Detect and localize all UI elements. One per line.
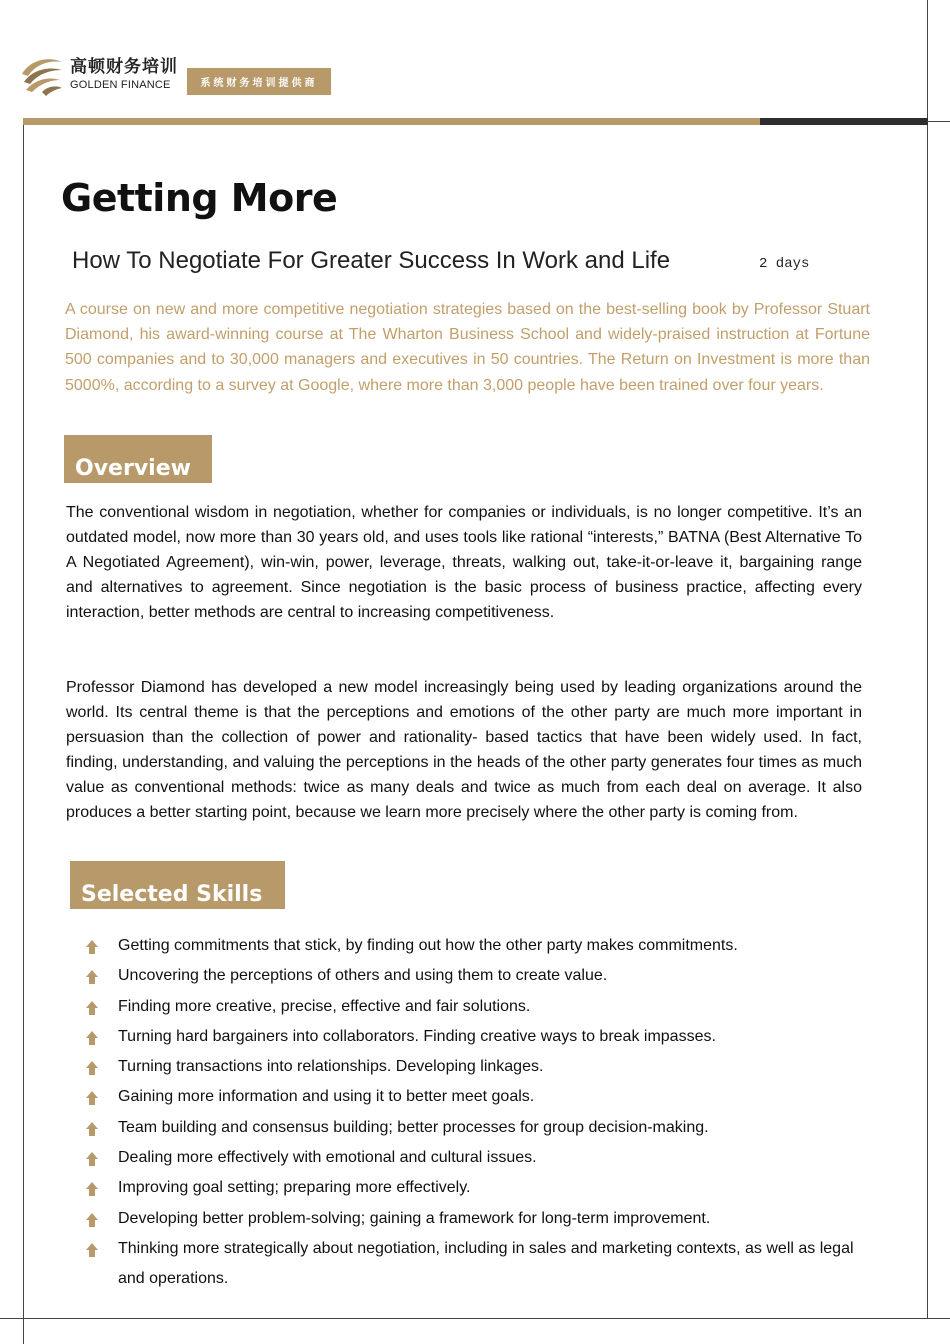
skill-text: Turning hard bargainers into collaborators. Finding creative ways to break impasses.: [118, 1027, 716, 1045]
skill-item: [84, 1022, 874, 1052]
skill-text: Uncovering the perceptions of others and using them to create value.: [118, 967, 608, 985]
arrow-up-icon: [84, 1173, 118, 1198]
skill-item: [84, 1082, 874, 1112]
skills-list: [84, 931, 874, 1295]
logo-english-name: GOLDEN FINANCE: [70, 79, 171, 91]
arrow-up-icon: [84, 931, 118, 956]
skill-item: [84, 1204, 874, 1234]
overview-heading: [64, 435, 212, 483]
overview-heading-label: Overview: [75, 456, 191, 481]
skills-heading-label: Selected Skills: [81, 882, 263, 907]
arrow-up-icon: [84, 1082, 118, 1107]
skill-item: [84, 1052, 874, 1082]
skills-heading: [70, 861, 285, 909]
skill-item: [84, 1113, 874, 1143]
arrow-up-icon: [84, 992, 118, 1017]
arrow-up-icon: [84, 1113, 118, 1138]
arrow-up-icon: [84, 1204, 118, 1229]
skill-item: [84, 992, 874, 1022]
skill-text: Dealing more effectively with emotional and cultural issues.: [118, 1149, 537, 1167]
skill-text: Getting commitments that stick, by finding out how the other party makes commitments.: [118, 937, 738, 954]
company-logo: [18, 52, 178, 98]
page-frame-bottom: [0, 1318, 950, 1319]
course-intro: A course on new and more competitive negotiation strategies based on the best-selling book by Professor Stuart Diamond, his award-winning course at The Wharton Business School and widely-praised instruction at Fortune 500 companies and to 30,000 managers and executives in 50 countries. The Return on Investment is more than 5000%, according to a survey at Google, where more than 3,000 people have been trained over four years.: [65, 301, 870, 394]
skill-item: [84, 1143, 874, 1173]
arrow-up-icon: [84, 1022, 118, 1047]
course-duration: 2 days: [759, 256, 810, 272]
skill-text: Developing better problem-solving; gaining a framework for long-term improvement.: [118, 1209, 711, 1227]
skill-text: Turning transactions into relationships. Developing linkages.: [118, 1058, 544, 1076]
skill-text: Improving goal setting; preparing more effectively.: [118, 1179, 471, 1197]
overview-paragraph-1: The conventional wisdom in negotiation, whether for companies or individuals, is no longer competitive. It’s an outdated model, now more than 30 years old, and uses tools like rational “interests,” BATNA (Best Alternative To A Negotiated Agreement), win-win, power, leverage, threats, walking out, take-it-or-leave it, bargaining range and alternatives to agreement. Since negotiation is the basic process of business practice, affecting every interaction, better methods are central to increasing competitiveness.: [66, 504, 862, 621]
arrow-up-icon: [84, 1143, 118, 1168]
skill-text: Gaining more information and using it to better meet goals.: [118, 1088, 535, 1106]
header-rule-dark: [760, 118, 928, 125]
skill-text: Finding more creative, precise, effective and fair solutions.: [118, 997, 531, 1015]
overview-paragraph-2: Professor Diamond has developed a new model increasingly being used by leading organizations around the world. Its central theme is that the perceptions and emotions of the other party are much more important in persuasion than the collection of power and rationality- based tactics that have been widely used. In fact, finding, understanding, and valuing the perceptions in the heads of the other party generates four times as much value as conventional methods: twice as many deals and twice as much from each deal on average. It also produces a better starting point, because we learn more precisely where the other party is coming from.: [66, 679, 862, 821]
skill-item: [84, 931, 874, 961]
skill-item: [84, 1173, 874, 1203]
header-rule-stub: [927, 121, 950, 122]
page-frame-left: [23, 118, 24, 1344]
logo-tagline: 系统财务培训提供商: [187, 68, 331, 95]
skill-item: [84, 961, 874, 991]
arrow-up-icon: [84, 961, 118, 986]
skill-text: Team building and consensus building; better processes for group decision-making.: [118, 1118, 709, 1136]
arrow-up-icon: [84, 1052, 118, 1077]
course-subtitle: How To Negotiate For Greater Success In Work and Life: [72, 247, 671, 274]
arrow-up-icon: [84, 1234, 118, 1259]
golden-finance-logo-icon: [18, 52, 66, 98]
page-frame-right: [927, 0, 928, 1318]
header-rule-gold: [23, 118, 760, 125]
course-title: Getting More: [61, 176, 338, 220]
skill-item: [84, 1234, 874, 1295]
logo-chinese-name: 高顿财务培训: [70, 57, 178, 77]
skill-text: Thinking more strategically about negotiation, including in sales and marketing contexts, as well as legal and operations.: [118, 1239, 854, 1288]
